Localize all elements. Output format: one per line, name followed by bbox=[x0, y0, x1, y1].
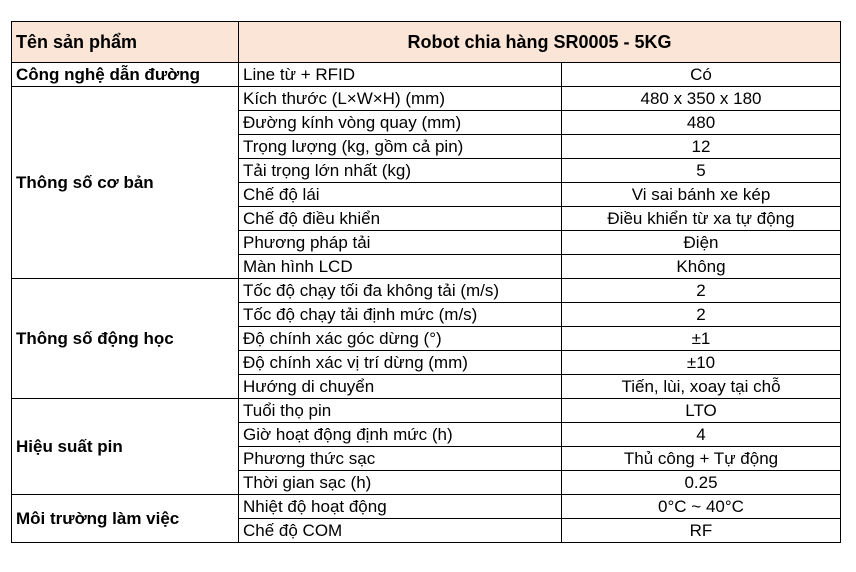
param-name: Trọng lượng (kg, gồm cả pin) bbox=[239, 135, 562, 159]
param-name: Thời gian sạc (h) bbox=[239, 471, 562, 495]
product-name-label: Tên sản phẩm bbox=[12, 22, 239, 63]
param-name: Chế độ COM bbox=[239, 519, 562, 543]
param-name: Độ chính xác góc dừng (°) bbox=[239, 327, 562, 351]
group-name: Môi trường làm việc bbox=[12, 495, 239, 543]
spec-table-body bbox=[12, 22, 841, 543]
param-value: 4 bbox=[562, 423, 841, 447]
header-row bbox=[12, 22, 841, 63]
table-row bbox=[12, 495, 841, 519]
param-value: ±10 bbox=[562, 351, 841, 375]
group-name: Hiệu suất pin bbox=[12, 399, 239, 495]
param-value: 12 bbox=[562, 135, 841, 159]
param-value: Thủ công + Tự động bbox=[562, 447, 841, 471]
param-value: 2 bbox=[562, 303, 841, 327]
param-value: 480 bbox=[562, 111, 841, 135]
table-row bbox=[12, 63, 841, 87]
param-value: Điều khiển từ xa tự động bbox=[562, 207, 841, 231]
param-name: Phương thức sạc bbox=[239, 447, 562, 471]
product-name: Robot chia hàng SR0005 - 5KG bbox=[239, 22, 841, 63]
param-value: LTO bbox=[562, 399, 841, 423]
param-name: Nhiệt độ hoạt động bbox=[239, 495, 562, 519]
group-name: Công nghệ dẫn đường bbox=[12, 63, 239, 87]
param-value: Điện bbox=[562, 231, 841, 255]
param-name: Tốc độ chạy tải định mức (m/s) bbox=[239, 303, 562, 327]
group-name: Thông số động học bbox=[12, 279, 239, 399]
spec-table bbox=[11, 21, 841, 543]
param-name: Hướng di chuyển bbox=[239, 375, 562, 399]
param-name: Độ chính xác vị trí dừng (mm) bbox=[239, 351, 562, 375]
param-value: Vi sai bánh xe kép bbox=[562, 183, 841, 207]
param-value: 5 bbox=[562, 159, 841, 183]
table-row bbox=[12, 399, 841, 423]
param-value: Tiến, lùi, xoay tại chỗ bbox=[562, 375, 841, 399]
param-name: Phương pháp tải bbox=[239, 231, 562, 255]
param-value: 2 bbox=[562, 279, 841, 303]
param-value: 0.25 bbox=[562, 471, 841, 495]
param-name: Tải trọng lớn nhất (kg) bbox=[239, 159, 562, 183]
param-name: Line từ + RFID bbox=[239, 63, 562, 87]
param-name: Chế độ lái bbox=[239, 183, 562, 207]
param-value: RF bbox=[562, 519, 841, 543]
param-name: Đường kính vòng quay (mm) bbox=[239, 111, 562, 135]
param-name: Tuổi thọ pin bbox=[239, 399, 562, 423]
param-value: Không bbox=[562, 255, 841, 279]
param-name: Giờ hoạt động định mức (h) bbox=[239, 423, 562, 447]
table-row bbox=[12, 279, 841, 303]
table-row bbox=[12, 87, 841, 111]
group-name: Thông số cơ bản bbox=[12, 87, 239, 279]
param-value: ±1 bbox=[562, 327, 841, 351]
param-value: 480 x 350 x 180 bbox=[562, 87, 841, 111]
param-name: Chế độ điều khiển bbox=[239, 207, 562, 231]
param-value: Có bbox=[562, 63, 841, 87]
param-name: Kích thước (L×W×H) (mm) bbox=[239, 87, 562, 111]
param-name: Tốc độ chạy tối đa không tải (m/s) bbox=[239, 279, 562, 303]
param-name: Màn hình LCD bbox=[239, 255, 562, 279]
param-value: 0°C ~ 40°C bbox=[562, 495, 841, 519]
